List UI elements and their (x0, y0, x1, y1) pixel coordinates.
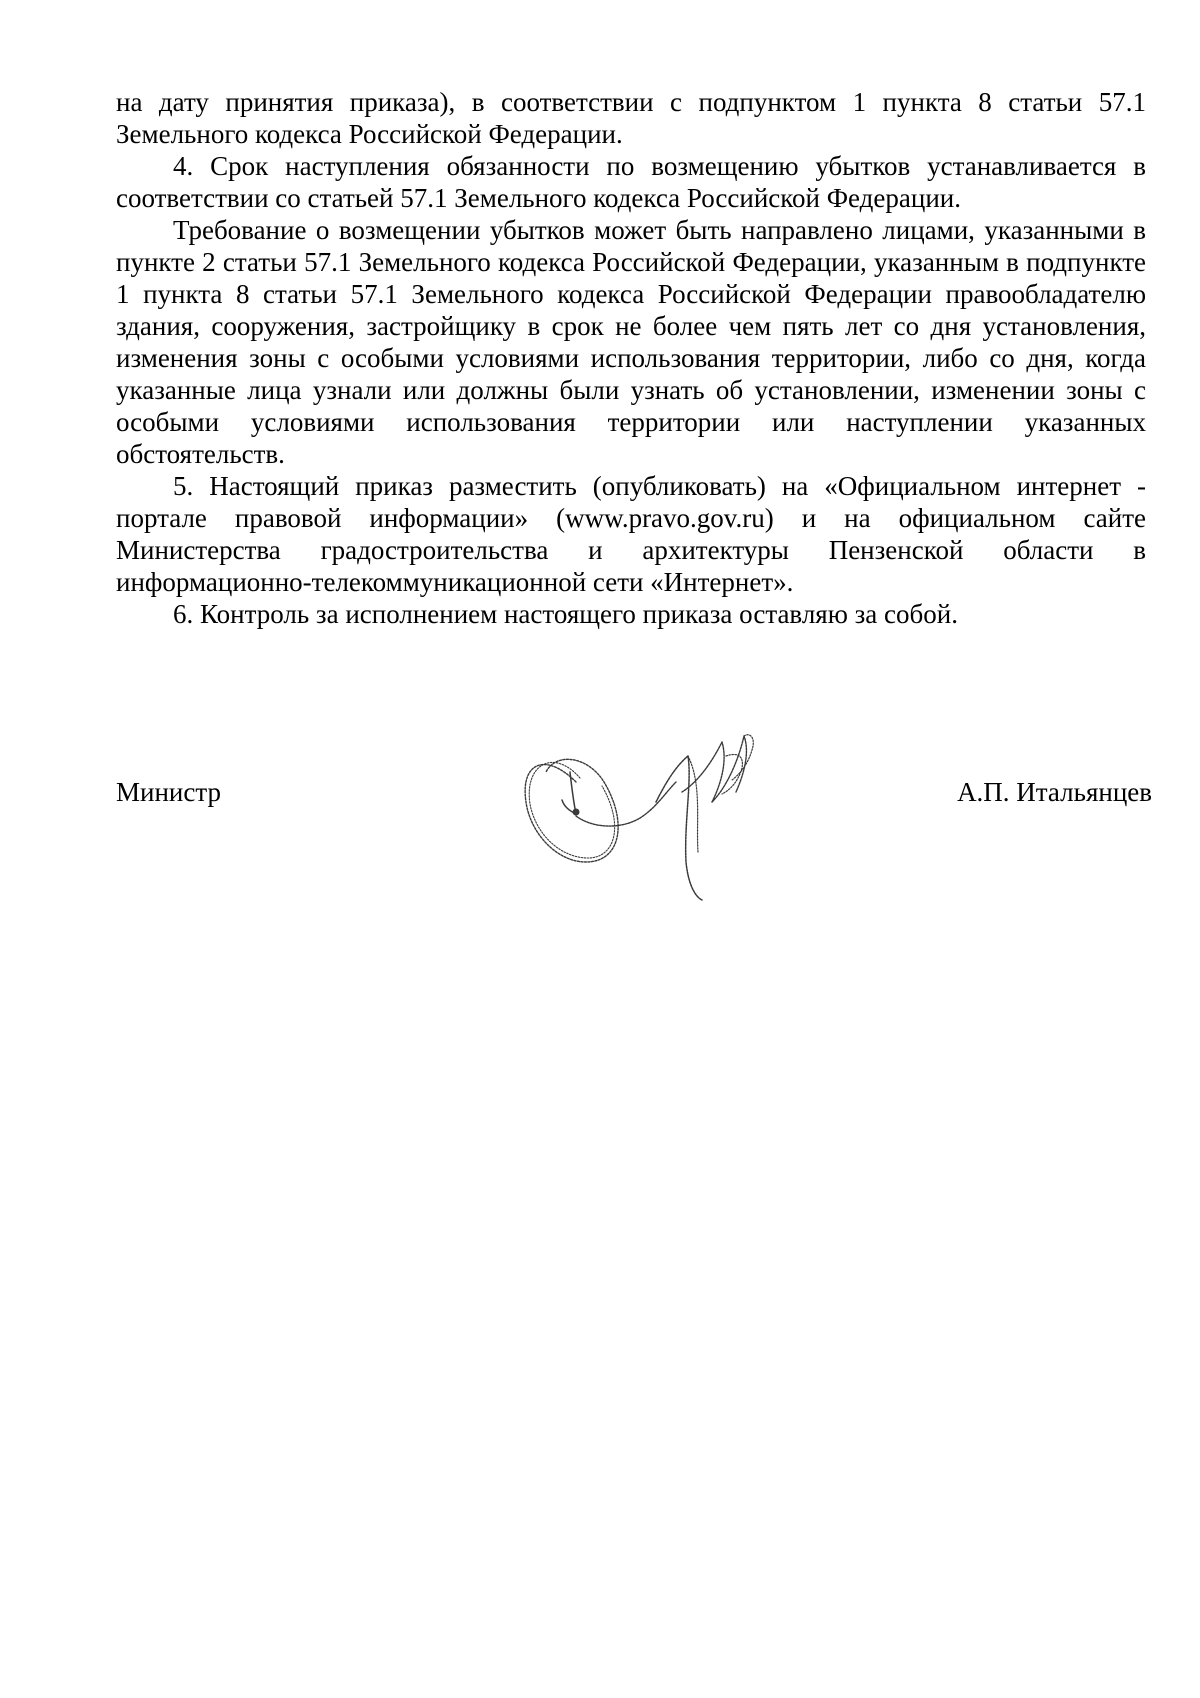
paragraph-claim-requirement: Требование о возмещении убытков может быть направлено лицами, указанными в пункте 2 статьи 57.1 Земельного кодекса Российской Федерации, указанным в подпункте 1 пункта 8 статьи 57.1 Земельного кодекса Российской Федерации правообладателю здания, сооружения, застройщику в срок не более чем пять лет со дня установления, изменения зоны с особыми условиями использования территории, либо со дня, когда указанные лица узнали или должны были узнать об установлении, изменении зоны с особыми условиями использования территории или наступлении указанных обстоятельств. (116, 215, 1146, 469)
document-body (116, 86, 1146, 630)
signatory-name: А.П. Итальянцев (957, 777, 1152, 807)
paragraph-continuation: на дату принятия приказа), в соответствии с подпунктом 1 пункта 8 статьи 57.1 Земельного кодекса Российской Федерации. (116, 87, 1146, 149)
handwritten-signature (516, 712, 786, 902)
signatory-title: Министр (116, 777, 221, 807)
paragraph-item-4: 4. Срок наступления обязанности по возмещению убытков устанавливается в соответствии со статьей 57.1 Земельного кодекса Российской Федерации. (116, 151, 1146, 213)
paragraph-item-5: 5. Настоящий приказ разместить (опубликовать) на «Официальном интернет - портале правовой информации» (www.pravo.gov.ru) и на официальном сайте Министерства градостроительства и архитектуры Пензенской области в информационно-телекоммуникационной сети «Интернет». (116, 471, 1146, 597)
paragraph-item-6: 6. Контроль за исполнением настоящего приказа оставляю за собой. (173, 599, 958, 629)
